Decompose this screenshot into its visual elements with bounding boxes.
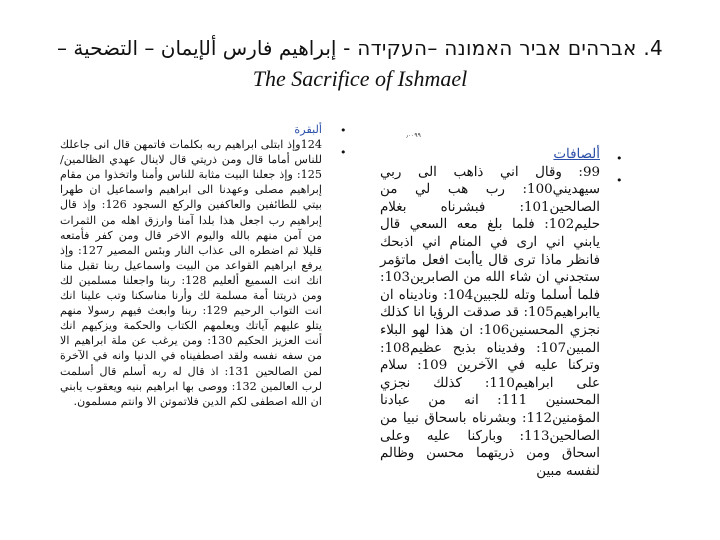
small-mark: ٫٠٠٩٩	[406, 132, 421, 139]
slide-subtitle: The Sacrifice of Ishmael	[252, 66, 468, 91]
right-column-text: 99: وقال اني ذاهب الى ربي سيهديني100: رب هب لي من الصالحين101: فبشرناه بغلام حليم102: فلما بلغ معه السعي قال يابني اني ارى في المنام اني اذبحك فانظر ماذا ترى قال ياأبت افعل ماتؤمر ستجدني ان شاء الله من الصابرين103: فلما أسلما وتله للجبين104: وناديناه ان ياابراهيم105: قد صدقت الرؤيا انا كذلك نجزي المحسنين106: ان هذا لهو البلاء المبين107: وفديناه بذبح عظيم108: وتركنا عليه في الآخرين 109: سلام على ابراهيم110: كذلك نجزي المحسنين 111: انه من عبادنا المؤمنين112: وبشرناه باسحاق نبيا من الصالحين113: وباركنا عليه وعلى اسحاق ومن ذريتهما محسن وظالم لنفسه مبين	[380, 164, 601, 479]
left-column-heading: ألبقرة	[294, 123, 322, 136]
bullet-marker: •	[616, 152, 623, 165]
right-column-heading: ألصافات	[553, 147, 600, 162]
bullet-marker: •	[340, 146, 347, 159]
bullet-marker: •	[616, 174, 623, 187]
bullet-marker: •	[340, 124, 347, 137]
left-column-text: 124وإذ ابتلى ابراهيم ربه بكلمات فاتمهن قال انى جاعلك للناس أماما قال ومن ذريتي قال لاينال عهدي الظالمين/ 125: وإذ جعلنا البيت مثابة للناس وأمنا واتخذوا من مقام إبراهيم مصلى وعهدنا الى ابراهيم واسماعيل ان طهرا بيتي للطائفين والعاكفين والركع السجود 126: وإذ قال إبراهيم رب اجعل هذا بلدا آمنا وارزق اهله من الثمرات من آمن منهم بالله واليوم الاخر قال ومن كفر فأمتعه قليلا ثم اضطره الى عذاب النار وبئس المصير 127: وإذ يرفع ابراهيم القواعد من البيت واسماعيل ربنا تقبل منا انك انت السميع ألعليم 128: ربنا واجعلنا مسلمين لك ومن ذريتنا أمة مسلمة لك وأرنا مناسكنا وتب علينا انك انت التواب الرحيم 129: ربنا وابعث فيهم رسولا منهم يتلو عليهم آياتك ويعلمهم الكتاب والحكمة ويزكيهم انك أنت العزيز الحكيم 130: ومن يرغب عن ملة ابراهيم الا من سفه نفسه ولقد اصطفيناه في الدنيا وانه في الآخرة لمن الصالحين 131: اذ قال له ربه أسلم قال أسلمت لرب العالمين 132: ووصى بها ابراهيم بنيه ويعقوب يابني ان الله اصطفى لكم الدين فلاتموتن الا وانتم مسلمون.	[60, 138, 323, 408]
right-column	[380, 146, 600, 480]
left-column	[60, 122, 322, 409]
slide-title: 4. אברהים אביר האמונה –העקידה - إبراهيم فارس ألإيمان – التضحية –	[56, 36, 664, 60]
